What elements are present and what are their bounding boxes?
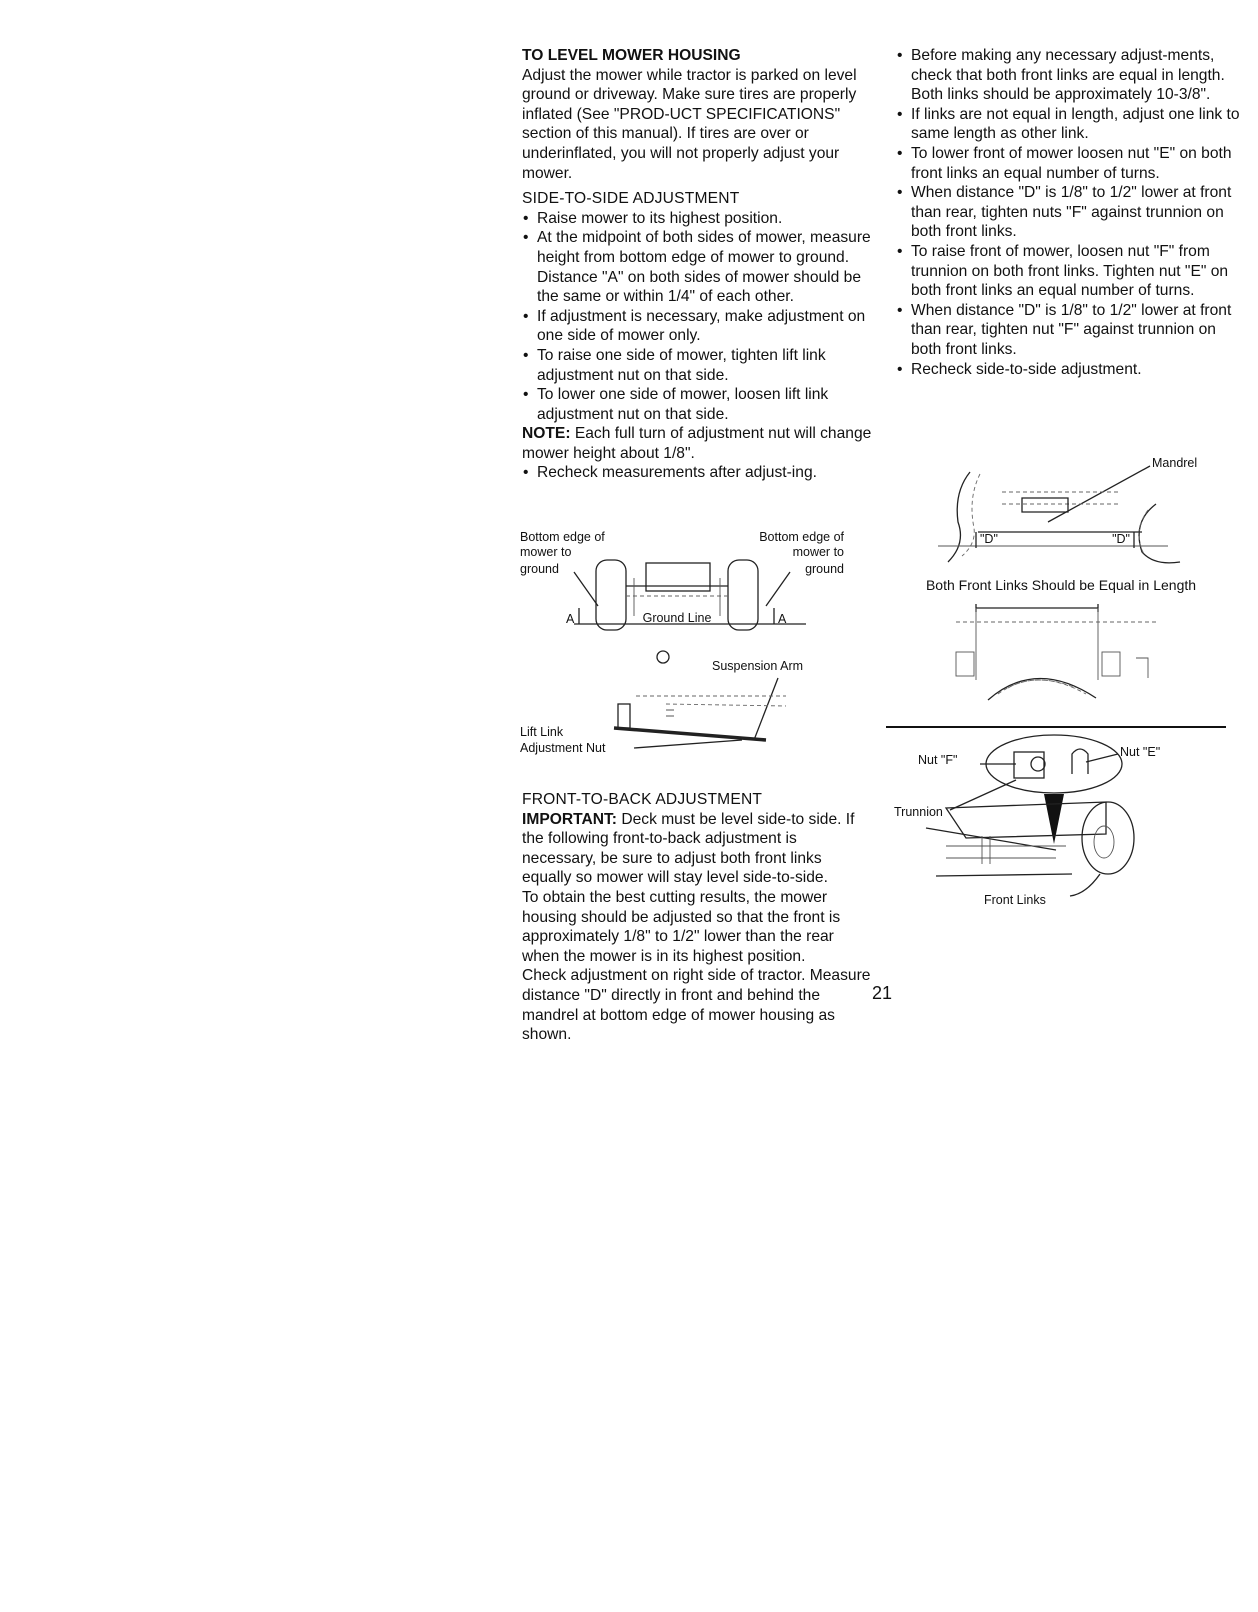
- left-tire-tread: [962, 474, 980, 556]
- right-tire: [728, 560, 758, 630]
- distance-d-right: "D": [1112, 532, 1130, 546]
- front-to-back-list: [896, 46, 1240, 379]
- wheel: [1082, 802, 1134, 874]
- right-label-line-2: mower to: [792, 545, 844, 559]
- leader-line-right: [766, 572, 790, 606]
- detail-pointer: [1044, 794, 1064, 844]
- note-text: Each full turn of adjustment nut will change mower height about 1/8".: [522, 425, 872, 462]
- front-tire: [988, 678, 1096, 700]
- left-column-bottom: [522, 790, 874, 1045]
- left-label-line-2: mower to: [520, 545, 572, 559]
- trunnion-block: [1014, 752, 1044, 778]
- list-item: • When distance "D" is 1/8" to 1/2" lower at front than rear, tighten nut "F" against trunnion on both front links.: [896, 301, 1240, 360]
- list-item: • Before making any necessary adjust-ments, check that both front links are equal in length. Both links should be approximately 10-3/8".: [896, 46, 1240, 105]
- mandrel-leader: [1048, 466, 1150, 522]
- circle-marker: [657, 651, 669, 663]
- lift-link-figure: [516, 648, 856, 770]
- list-item: • To raise one side of mower, tighten lift link adjustment nut on that side.: [522, 346, 874, 385]
- mandrel-housing: [1022, 498, 1068, 512]
- nut-detail: [1031, 757, 1045, 771]
- hook-detail: [1136, 658, 1148, 678]
- note-paragraph: [522, 424, 874, 463]
- check-adjustment-paragraph: Check adjustment on right side of tractor. Measure distance "D" directly in front and behind the mandrel at bottom edge of mower housing as shown.: [522, 967, 871, 1044]
- list-item: • To lower one side of mower, loosen lift link adjustment nut on that side.: [522, 385, 874, 424]
- list-item: • Recheck measurements after adjust-ing.: [522, 463, 874, 483]
- suspension-arm-label: Suspension Arm: [712, 659, 804, 673]
- best-results-paragraph: To obtain the best cutting results, the mower housing should be adjusted so that the front is approximately 1/8" to 1/2" lower than the rear when the mower is in its highest position.: [522, 888, 841, 965]
- intro-paragraph: Adjust the mower while tractor is parked on level ground or driveway. Make sure tires are properly inflated (See "PROD-UCT SPECIFICATIONS" section of this manual). If tires are over or underinflated, you will not properly adjust your mower.: [522, 66, 857, 182]
- list-item: • To raise front of mower, loosen nut "F" from trunnion on both front links. Tighten nut "E" on both front links an equal number of turns.: [896, 242, 1240, 301]
- suspension-arm-leader: [754, 678, 778, 740]
- frame-line: [926, 828, 1056, 850]
- left-bracket: [956, 652, 974, 676]
- right-column: [896, 46, 1240, 379]
- left-label-line-1: Bottom edge of: [520, 530, 605, 544]
- link-hook: [1072, 749, 1088, 774]
- front-links-leader: [1070, 874, 1100, 896]
- frame-detail: [946, 846, 1066, 858]
- leader-line-left: [574, 572, 598, 606]
- ground-line-label: Ground Line: [642, 611, 712, 625]
- note-label: NOTE:: [522, 425, 571, 443]
- left-column: [522, 46, 874, 483]
- trunnion-label: Trunnion: [894, 805, 943, 819]
- mandrel-label: Mandrel: [1152, 456, 1198, 470]
- important-paragraph: [522, 810, 874, 888]
- list-item: • Recheck side-to-side adjustment.: [896, 360, 1240, 380]
- arm-outline: [636, 696, 786, 706]
- left-tire: [596, 560, 626, 630]
- lift-link-label: Lift Link: [520, 725, 564, 739]
- important-label: IMPORTANT:: [522, 810, 617, 828]
- right-tire-arc: [1139, 504, 1180, 563]
- list-item: • To lower front of mower loosen nut "E" on both front links an equal number of turns.: [896, 144, 1240, 183]
- left-tire-arc: [948, 472, 970, 562]
- tire-tread: [998, 680, 1086, 694]
- mandrel-figure: [918, 452, 1218, 570]
- nut-e-label: Nut "E": [1120, 745, 1161, 759]
- front-links-label: Front Links: [984, 893, 1046, 907]
- list-item: • Raise mower to its highest position.: [522, 209, 874, 229]
- distance-d-left: "D": [980, 532, 998, 546]
- distance-a-right: A: [778, 612, 787, 626]
- link-bracket: [618, 704, 630, 728]
- recheck-list: [522, 463, 874, 483]
- section-heading: TO LEVEL MOWER HOUSING: [522, 47, 741, 64]
- front-links-caption: Both Front Links Should be Equal in Length: [925, 577, 1197, 593]
- page-number: 21: [872, 983, 893, 1003]
- adjustment-nut-detail: [666, 710, 674, 716]
- distance-a-left: A: [566, 612, 575, 626]
- right-bracket: [1102, 652, 1120, 676]
- side-to-side-list: [522, 209, 874, 425]
- link-verticals: [976, 608, 1098, 680]
- wheel-hub: [1094, 826, 1114, 858]
- right-label-line-3: ground: [805, 562, 844, 576]
- important-text: Deck must be level side-to side. If the following front-to-back adjustment is necessary, be sure to adjust both front links equally so mower will stay level side-to-side.: [522, 810, 855, 887]
- ground-line: [936, 874, 1072, 876]
- nut-f-label: Nut "F": [918, 753, 958, 767]
- list-item: • At the midpoint of both sides of mower, measure height from bottom edge of mower to ground. Distance "A" on both sides of mower should be the same or within 1/4" of each other.: [522, 228, 874, 306]
- link-rods: [982, 836, 990, 864]
- right-label-line-1: Bottom edge of: [759, 530, 844, 544]
- list-item: • If links are not equal in length, adjust one link to same length as other link.: [896, 105, 1240, 144]
- adjustment-nut-label: Adjustment Nut: [520, 741, 606, 755]
- lift-link-bar: [614, 728, 766, 740]
- side-to-side-heading: SIDE-TO-SIDE ADJUSTMENT: [522, 190, 740, 208]
- front-to-back-heading: FRONT-TO-BACK ADJUSTMENT: [522, 791, 763, 808]
- list-item: • When distance "D" is 1/8" to 1/2" lower at front than rear, tighten nuts "F" against trunnion on both front links.: [896, 183, 1240, 242]
- nut-e-leader: [1086, 754, 1118, 762]
- nuts-trunnion-figure: [886, 734, 1226, 914]
- side-view-figure: [516, 528, 846, 640]
- front-links-figure: [896, 576, 1236, 708]
- adjustment-nut-leader: [634, 740, 742, 748]
- figure-divider: [886, 726, 1226, 728]
- list-item: • If adjustment is necessary, make adjustment on one side of mower only.: [522, 307, 874, 346]
- left-label-line-3: ground: [520, 562, 559, 576]
- deck-body: [646, 563, 710, 591]
